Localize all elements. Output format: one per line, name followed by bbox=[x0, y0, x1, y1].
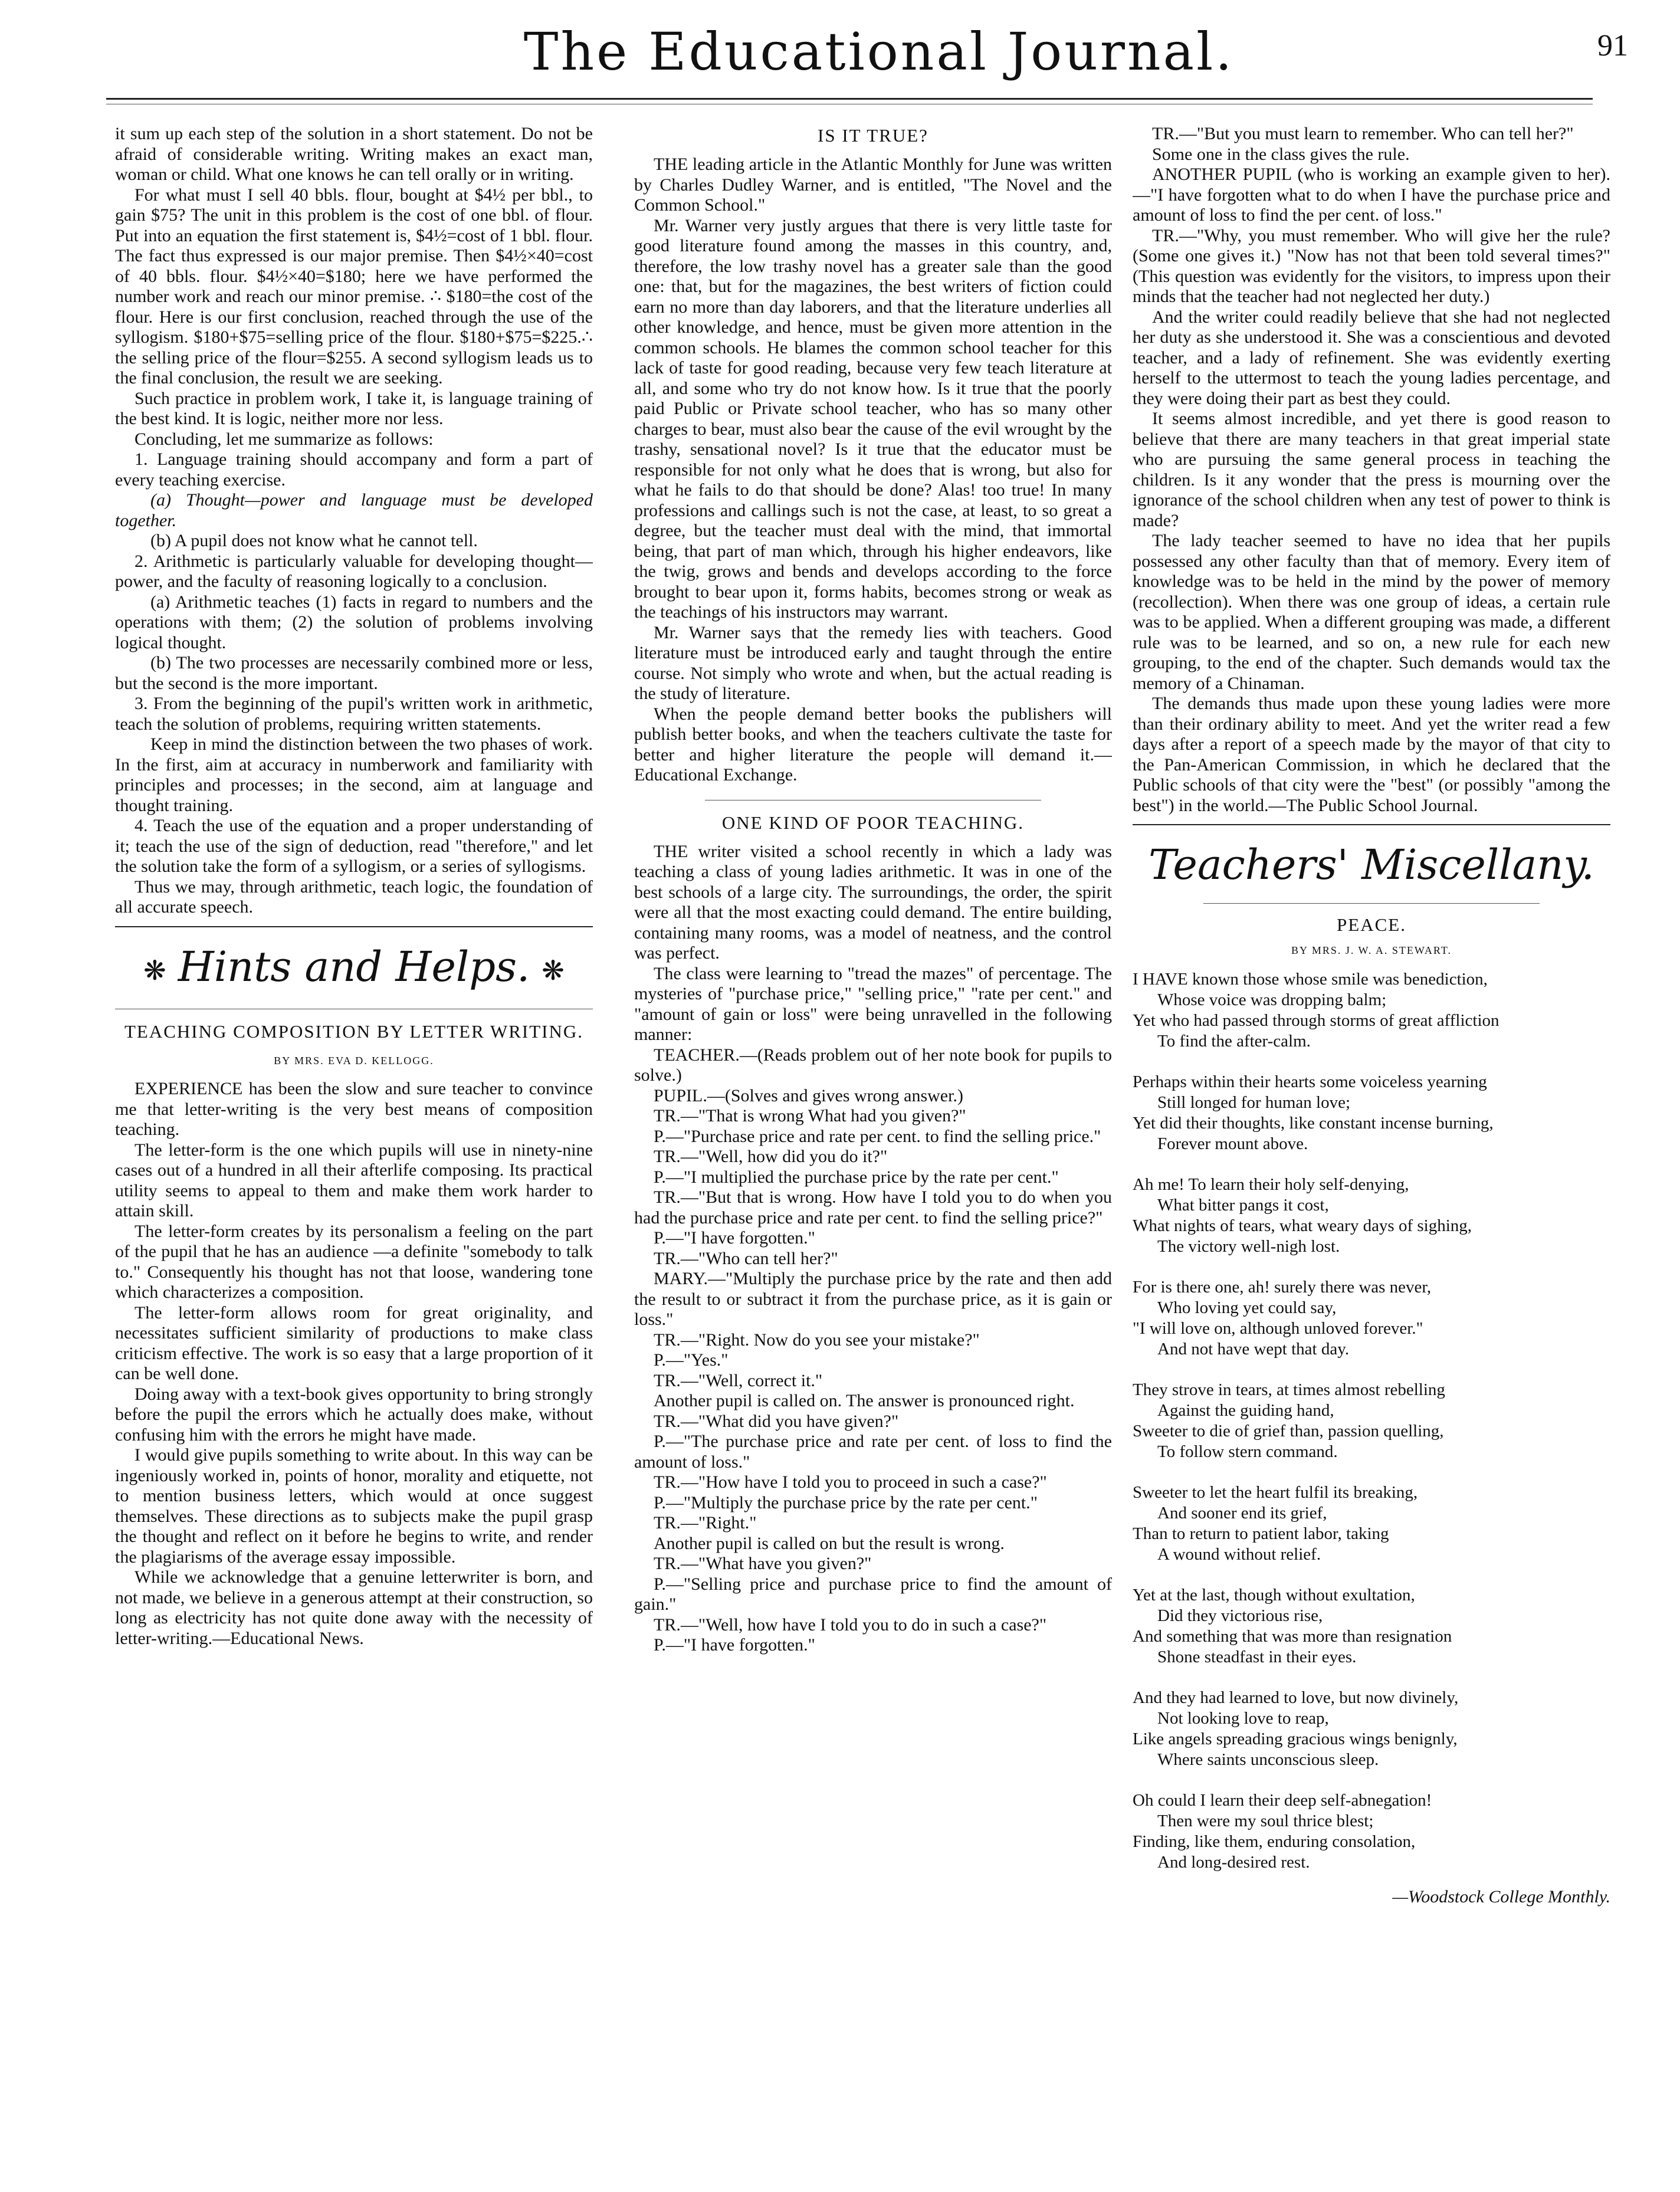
poem-line: Ah me! To learn their holy self-denying, bbox=[1133, 1174, 1409, 1194]
paragraph: P.—"I multiplied the purchase price by the rate per cent." bbox=[654, 1167, 1059, 1187]
article-title: ONE KIND OF POOR TEACHING. bbox=[721, 812, 1025, 833]
article-title: TEACHING COMPOSITION BY LETTER WRITING. bbox=[124, 1020, 584, 1042]
paragraph: 2. Arithmetic is particularly valuable for developing thought—power, and the faculty of reasoning logically to a conclusion. bbox=[115, 551, 593, 591]
paragraph: PUPIL.—(Solves and gives wrong answer.) bbox=[654, 1085, 963, 1105]
poem-source: —Woodstock College Monthly. bbox=[1392, 1886, 1610, 1906]
paragraph: (a) Arithmetic teaches (1) facts in regard to numbers and the operations with them; (2) the solution of problems involving logical thought. bbox=[115, 592, 593, 652]
paragraph: The letter-form is the one which pupils will use in ninety-nine cases out of a hundred in all their afterlife composing. Its practical utility seems to appeal to them and make them work harder to attain skill. bbox=[115, 1140, 593, 1220]
poem-line: Still longed for human love; bbox=[1157, 1092, 1351, 1112]
paragraph: Another pupil is called on. The answer is pronounced right. bbox=[654, 1391, 1075, 1410]
paragraph: And the writer could readily believe that she had not neglected her duty as she understood it. She was a conscientious and devoted teacher, and a lady of refinement. She was evidently exerting herself to the uttermost to teach the young ladies percentage, and they were doing their part as best they could. bbox=[1133, 307, 1610, 408]
paragraph: The lady teacher seemed to have no idea that her pupils possessed any other faculty than that of memory. Every item of knowledge was to be held in the mind by the power of memory (recollection). When there was one group of ideas, a certain rule was to be applied. When a different grouping was made, a different rule was to be learned, and so on, a new rule for each new grouping, to the end of the chapter. Such demands would tax the memory of a Chinaman. bbox=[1133, 531, 1610, 693]
paragraph: TR.—"Well, correct it." bbox=[654, 1370, 823, 1390]
paragraph: P.—"The purchase price and rate per cent. of loss to find the amount of loss." bbox=[634, 1432, 1112, 1472]
paragraph: 1. Language training should accompany and form a part of every teaching exercise. bbox=[115, 449, 593, 490]
article-title: IS IT TRUE? bbox=[818, 125, 928, 146]
paragraph: TEACHER.—(Reads problem out of her note book for pupils to solve.) bbox=[634, 1045, 1112, 1085]
column-2 bbox=[634, 124, 1112, 2129]
journal-title: The Educational Journal. bbox=[523, 21, 1235, 82]
paragraph: P.—"Yes." bbox=[654, 1350, 729, 1370]
poem-line: Whose voice was dropping balm; bbox=[1157, 990, 1387, 1009]
poem-line: Who loving yet could say, bbox=[1157, 1298, 1337, 1317]
poem-line: What nights of tears, what weary days of sighing, bbox=[1133, 1216, 1472, 1235]
paragraph: Mr. Warner says that the remedy lies with teachers. Good literature must be introduced early and taught through the entire course. Not simply who wrote and when, but the actual reading is the study of literature. bbox=[634, 622, 1112, 703]
paragraph: EXPERIENCE has been the slow and sure teacher to convince me that letter-writing is the very best means of composition teaching. bbox=[115, 1079, 593, 1139]
poem-line: And not have wept that day. bbox=[1157, 1339, 1350, 1358]
paragraph: P.—"Selling price and purchase price to find the amount of gain." bbox=[634, 1574, 1112, 1614]
paragraph: For what must I sell 40 bbls. flour, bought at $4½ per bbl., to gain $75? The unit in this problem is the cost of one bbl. of flour. Put into an equation the first statement is, $4½=cost of 1 bbl. flour. The fact thus expressed is our major premise. Then $4½×40=cost of 40 bbls. flour. $4½×40=$180; here we have performed the number work and reach our minor premise. ∴ $180=the cost of the flour. Here is our first conclusion, reached through the use of the syllogism. $180+$75=selling price of the flour. $180+$75=$225.∴ the selling price of the flour=$255. A second syllogism leads us to the final conclusion, the result we are seeking. bbox=[115, 185, 593, 388]
poem-line: The victory well-nigh lost. bbox=[1157, 1236, 1340, 1256]
poem-line: Sweeter to die of grief than, passion quelling, bbox=[1133, 1421, 1444, 1440]
paragraph: P.—"Multiply the purchase price by the rate per cent." bbox=[654, 1492, 1038, 1512]
paragraph: When the people demand better books the publishers will publish better books, and when the teachers cultivate the taste for better and higher literature the people will demand it.—Educational Exchange. bbox=[634, 704, 1112, 785]
poem-line: Oh could I learn their deep self-abnegation! bbox=[1133, 1790, 1432, 1810]
paragraph: TR.—"But that is wrong. How have I told you to do when you had the purchase price and rate per cent. to find the selling price?" bbox=[634, 1187, 1112, 1228]
column-3 bbox=[1133, 124, 1610, 2129]
poem-byline: BY MRS. J. W. A. STEWART. bbox=[1291, 944, 1452, 956]
poem-line: They strove in tears, at times almost rebelling bbox=[1133, 1380, 1445, 1399]
page-number: 91 bbox=[1597, 29, 1628, 63]
poem-title: PEACE. bbox=[1337, 914, 1406, 935]
poem-line: Then were my soul thrice blest; bbox=[1157, 1811, 1374, 1830]
paragraph: TR.—"What did you have given?" bbox=[654, 1411, 899, 1431]
poem bbox=[1133, 969, 1610, 1873]
paragraph: THE leading article in the Atlantic Monthly for June was written by Charles Dudley Warner, and is entitled, "The Novel and the Common School." bbox=[634, 155, 1112, 215]
poem-stanza bbox=[1133, 969, 1610, 1052]
poem-line: "I will love on, although unloved forever." bbox=[1133, 1318, 1423, 1338]
paragraph: The class were learning to "tread the mazes" of percentage. The mysteries of "purchase price," "selling price," "rate per cent." and "amount of gain or loss" were being unravelled in the following manner: bbox=[634, 963, 1112, 1044]
masthead-rule bbox=[106, 98, 1593, 100]
paragraph: TR.—"But you must learn to remember. Who can tell her?" bbox=[1152, 124, 1574, 143]
paragraph: The letter-form creates by its personalism a feeling on the part of the pupil that he has an audience —a definite "somebody to talk to." Consequently his thought has not that loose, wandering tone which characterizes a composition. bbox=[115, 1221, 593, 1302]
poem-line: Forever mount above. bbox=[1157, 1134, 1308, 1153]
paragraph: ANOTHER PUPIL (who is working an example given to her).—"I have forgotten what to do when I have the purchase price and amount of loss to find the per cent. of loss." bbox=[1133, 165, 1610, 225]
poem-line: Shone steadfast in their eyes. bbox=[1157, 1647, 1357, 1666]
paragraph: Thus we may, through arithmetic, teach logic, the foundation of all accurate speech. bbox=[115, 877, 593, 917]
poem-line: I HAVE known those whose smile was benediction, bbox=[1133, 969, 1488, 989]
paragraph: TR.—"Well, how did you do it?" bbox=[654, 1147, 888, 1166]
paragraph: TR.—"That is wrong What had you given?" bbox=[654, 1106, 966, 1125]
paragraph: 3. From the beginning of the pupil's written work in arithmetic, teach the solution of problems, requiring written statements. bbox=[115, 694, 593, 734]
poem-stanza bbox=[1133, 1277, 1610, 1360]
poem-line: For is there one, ah! surely there was never, bbox=[1133, 1277, 1432, 1297]
poem-stanza bbox=[1133, 1585, 1610, 1668]
flower-ornament-icon: ❋ bbox=[143, 954, 166, 986]
poem-line: Yet did their thoughts, like constant incense burning, bbox=[1133, 1113, 1494, 1133]
paragraph: TR.—"What have you given?" bbox=[654, 1554, 872, 1573]
paragraph: Doing away with a text-book gives opportunity to bring strongly before the pupil the errors which he actually does make, without confusing him with the errors he might have made. bbox=[115, 1384, 593, 1445]
paragraph: MARY.—"Multiply the purchase price by the rate and then add the result to or subtract it from the purchase price, as it is gain or loss." bbox=[634, 1269, 1112, 1329]
poem-line: Than to return to patient labor, taking bbox=[1133, 1524, 1389, 1543]
paragraph: (b) The two processes are necessarily combined more or less, but the second is the more important. bbox=[115, 653, 593, 693]
poem-line: To follow stern command. bbox=[1157, 1442, 1338, 1461]
poem-line: Yet who had passed through storms of great affliction bbox=[1133, 1010, 1499, 1030]
poem-stanza bbox=[1133, 1174, 1610, 1257]
poem-stanza bbox=[1133, 1790, 1610, 1873]
paragraph: TR.—"Well, how have I told you to do in such a case?" bbox=[654, 1615, 1047, 1635]
poem-line: Perhaps within their hearts some voiceless yearning bbox=[1133, 1072, 1487, 1091]
poem-line: Sweeter to let the heart fulfil its breaking, bbox=[1133, 1482, 1418, 1502]
paragraph: Another pupil is called on but the result is wrong. bbox=[654, 1533, 1005, 1553]
poem-line: And they had learned to love, but now divinely, bbox=[1133, 1688, 1459, 1707]
poem-line: Did they victorious rise, bbox=[1157, 1606, 1323, 1625]
article-byline: BY MRS. EVA D. KELLOGG. bbox=[274, 1054, 434, 1067]
poem-line: And sooner end its grief, bbox=[1157, 1503, 1327, 1522]
poem-line: Not looking love to reap, bbox=[1157, 1708, 1329, 1728]
poem-stanza bbox=[1133, 1688, 1610, 1770]
poem-line: To find the after-calm. bbox=[1157, 1031, 1311, 1051]
paragraph: TR.—"Who can tell her?" bbox=[654, 1248, 838, 1268]
poem-line: Where saints unconscious sleep. bbox=[1157, 1750, 1379, 1769]
paragraph: TR.—"Why, you must remember. Who will give her the rule? (Some one gives it.) "Now has not that been told several times?" (This question was evidently for the visitors, to impress upon their minds that the teacher had not neglected her duty.) bbox=[1133, 225, 1610, 306]
paragraph: Keep in mind the distinction between the two phases of work. In the first, aim at accuracy in numberwork and familiarity with principles and processes; in the second, aim at language and thought training. bbox=[115, 734, 593, 815]
poem-line: Yet at the last, though without exultation, bbox=[1133, 1585, 1415, 1604]
paragraph: P.—"I have forgotten." bbox=[654, 1635, 815, 1655]
poem-line: Finding, like them, enduring consolation, bbox=[1133, 1832, 1416, 1851]
paragraph: P.—"Purchase price and rate per cent. to find the selling price." bbox=[654, 1126, 1101, 1146]
paragraph: (b) A pupil does not know what he cannot tell. bbox=[150, 531, 478, 550]
poem-stanza bbox=[1133, 1380, 1610, 1462]
section-title: Teachers' Miscellany. bbox=[1149, 841, 1594, 889]
section-divider bbox=[1133, 824, 1610, 825]
paragraph: P.—"I have forgotten." bbox=[654, 1228, 815, 1248]
paragraph: Such practice in problem work, I take it, is language training of the best kind. It is logic, neither more nor less. bbox=[115, 388, 593, 428]
paragraph: While we acknowledge that a genuine letterwriter is born, and not made, we believe in a generous attempt at their construction, so long as electricity has not quite done away with the necessity of letter-writing.—Educational News. bbox=[115, 1567, 593, 1648]
paragraph: It seems almost incredible, and yet there is good reason to believe that there are many teachers in that great imperial state who are pursuing the same general process in teaching the children. Is it any wonder that the press is mourning over the ignorance of the school children when any test of power to think is made? bbox=[1133, 409, 1610, 530]
flower-ornament-icon: ❋ bbox=[542, 954, 565, 986]
column-1 bbox=[115, 124, 593, 2129]
poem-stanza bbox=[1133, 1482, 1610, 1565]
poem-line: Against the guiding hand, bbox=[1157, 1400, 1334, 1420]
poem-line: And something that was more than resignation bbox=[1133, 1626, 1452, 1646]
poem-line: What bitter pangs it cost, bbox=[1157, 1195, 1329, 1215]
poem-line: Like angels spreading gracious wings benignly, bbox=[1133, 1729, 1458, 1748]
section-title: Hints and Helps. bbox=[178, 942, 530, 991]
section-divider bbox=[115, 926, 593, 927]
paragraph: The demands thus made upon these young ladies were more than their ordinary ability to meet. And yet the writer read a few days after a report of a speech made by the mayor of that city to the Pan-American Commission, in which he declared that the Public schools of that city were the "best" (or possibly "among the best") in the world.—The Public School Journal. bbox=[1133, 694, 1610, 815]
poem-line: A wound without relief. bbox=[1157, 1544, 1321, 1564]
paragraph: THE writer visited a school recently in which a lady was teaching a class of young ladies arithmetic. It was in one of the best schools of a large city. The surroundings, the order, the spirit were all that the most exacting could demand. The entire building, containing many rooms, was a model of neatness, and the control was perfect. bbox=[634, 841, 1112, 963]
paragraph: The letter-form allows room for great originality, and necessitates sufficient similarity of productions to make class criticism effective. The work is so easy that a large proportion of it can be well done. bbox=[115, 1302, 593, 1383]
section-heading-miscellany bbox=[1133, 838, 1610, 891]
paragraph: TR.—"Right." bbox=[654, 1513, 757, 1533]
paragraph: 4. Teach the use of the equation and a proper understanding of it; teach the use of the sign of deduction, read "therefore," and let the solution take the form of a syllogism, or a series of syllogisms. bbox=[115, 816, 593, 876]
section-heading-hints bbox=[115, 940, 593, 997]
paragraph: Mr. Warner very justly argues that there is very little taste for good literature found among the masses in this country, and, therefore, the low trashy novel has a greater sale than the good one: that, but for the magazines, the best writers of fiction could earn no more than day laborers, and that the literature underlies all other knowledge, and hence, must be given more attention in the common schools. He blames the common school teacher for this lack of taste for good reading, because very few teach literature at all, and some who try do not know how. Is it true that the poorly paid Public or Private school teacher, who has so many other charges to bear, must also bear the cause of the evil wrought by the trashy, sensational novel? Is it true that the educator must be responsible for not only what he does that is wrong, but also for what he fails to do that should be done? Alas! too true! In many professions and callings such is not the case, at least, to so great a degree, but the teacher must deal with the mind, that immortal being, that part of man which, through his higher endeavors, like the twig, grows and bends and develops according to the force brought to bear upon it, forms habits, becomes strong or weak as the teachings of his instructors may warrant. bbox=[634, 215, 1112, 622]
paragraph: TR.—"Right. Now do you see your mistake?" bbox=[654, 1330, 980, 1350]
paragraph: (a) Thought—power and language must be developed together. bbox=[115, 490, 593, 530]
section-divider bbox=[1203, 903, 1540, 904]
masthead bbox=[106, 11, 1652, 105]
paragraph: TR.—"How have I told you to proceed in such a case?" bbox=[654, 1472, 1047, 1492]
poem-line: And long-desired rest. bbox=[1157, 1852, 1310, 1872]
paragraph: it sum up each step of the solution in a short statement. Do not be afraid of considerable writing. Writing makes an exact man, woman or child. What one knows he can tell orally or in writing. bbox=[115, 124, 593, 184]
paragraph: I would give pupils something to write about. In this way can be ingeniously worked in, points of honor, morality and etiquette, not to mention business letters, which would at once suggest themselves. These directions as to subjects make the pupil grasp the thought and reflect on it before he begins to write, and render the plagiarisms of the average essay impossible. bbox=[115, 1445, 593, 1567]
poem-stanza bbox=[1133, 1072, 1610, 1154]
paragraph: Some one in the class gives the rule. bbox=[1152, 144, 1410, 164]
paragraph: Concluding, let me summarize as follows: bbox=[134, 429, 434, 449]
